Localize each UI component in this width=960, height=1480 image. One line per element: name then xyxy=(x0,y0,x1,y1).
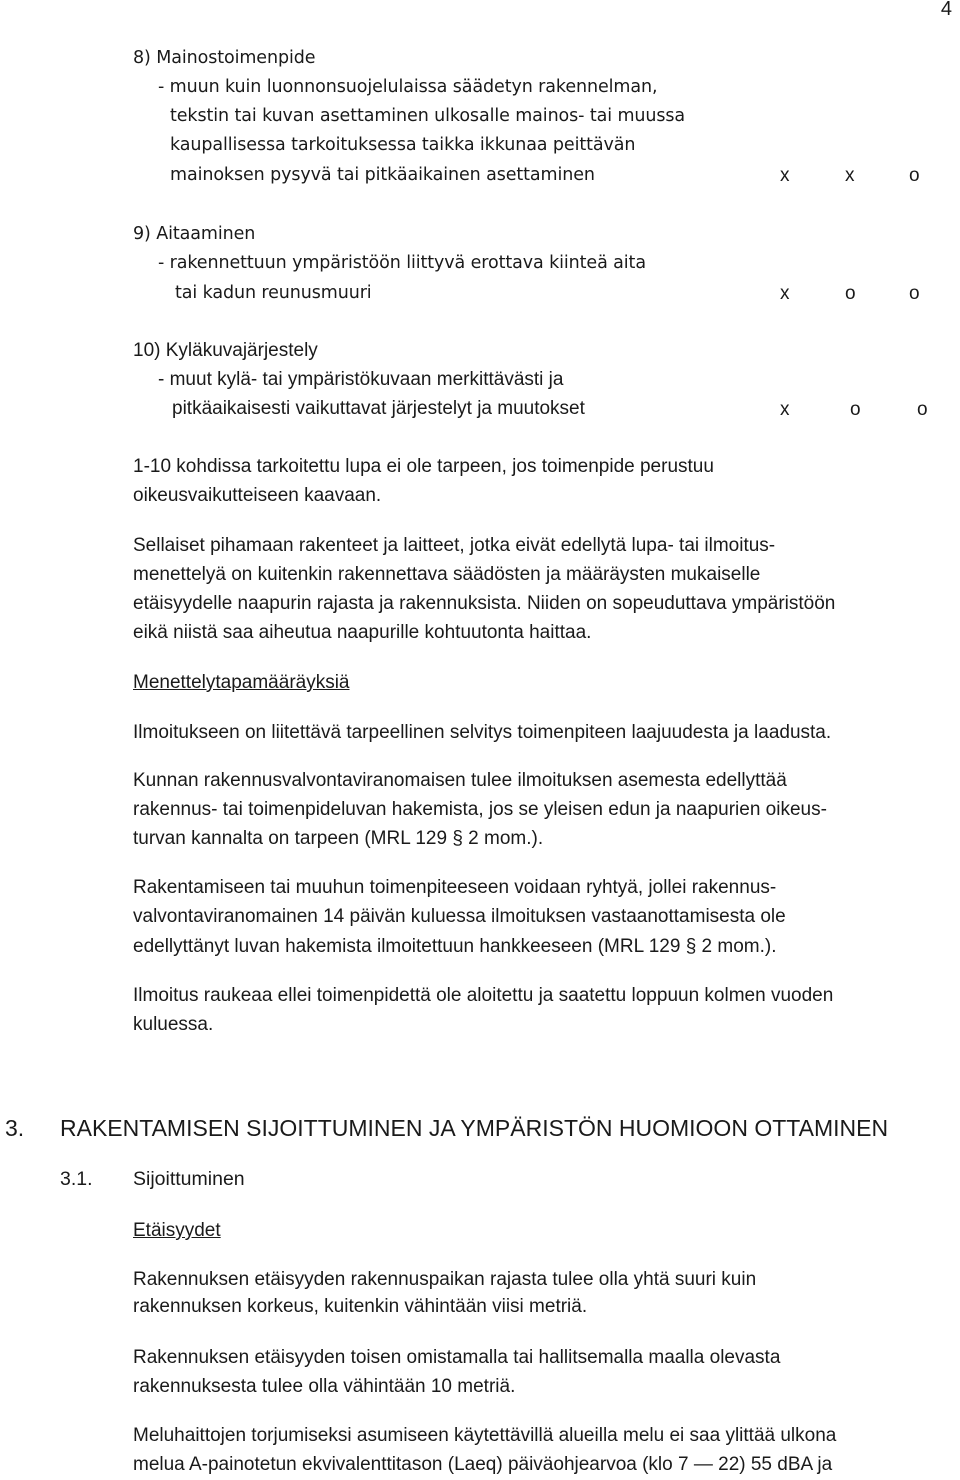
body-line: rakennuksesta tulee olla vähintään 10 metriä. xyxy=(133,1376,516,1397)
body-line: valvontaviranomainen 14 päivän kuluessa ilmoituksen vastaanottamisesta ole xyxy=(133,906,786,927)
item10-mark: o xyxy=(917,399,928,420)
body-line: Sellaiset pihamaan rakenteet ja laitteet, jotka eivät edellytä lupa- tai ilmoitus- xyxy=(133,535,776,556)
body-line: etäisyydelle naapurin rajasta ja rakennuksista. Niiden on sopeuduttava ympäristöön xyxy=(133,593,836,614)
note-line: oikeusvaikutteiseen kaavaan. xyxy=(133,485,382,506)
body-line: Ilmoitus raukeaa ellei toimenpidettä ole aloitettu ja saatettu loppuun kolmen vuoden xyxy=(133,985,834,1006)
body-line: eikä niistä saa aiheutua naapurille kohtuutonta haittaa. xyxy=(133,622,592,643)
body-line: edellyttänyt luvan hakemista ilmoitettuun hankkeeseen (MRL 129 § 2 mom.). xyxy=(133,936,777,957)
item8-line: kaupallisessa tarkoituksessa taikka ikkunaa peittävän xyxy=(170,135,636,155)
item8-title: 8) Mainostoimenpide xyxy=(133,48,316,68)
subsection-number: 3.1. xyxy=(60,1168,93,1190)
item9-mark: o xyxy=(845,283,856,304)
page-number: 4 xyxy=(940,0,952,20)
item9-line: - rakennettuun ympäristöön liittyvä erottava kiinteä aita xyxy=(158,253,646,273)
body-line: Rakennuksen etäisyyden rakennuspaikan rajasta tulee olla yhtä suuri kuin xyxy=(133,1269,757,1290)
item8-mark: o xyxy=(909,165,920,186)
item10-mark: o xyxy=(850,399,861,420)
body-line: Meluhaittojen torjumiseksi asumiseen käytettävillä alueilla melu ei saa ylittää ulkona xyxy=(133,1425,837,1446)
body-line: Ilmoitukseen on liitettävä tarpeellinen selvitys toimenpiteen laajuudesta ja laadusta. xyxy=(133,722,832,743)
item10-line: - muut kylä- tai ympäristökuvaan merkittävästi ja xyxy=(158,369,564,390)
body-line: menettelyä on kuitenkin rakennettava säädösten ja määräysten mukaiselle xyxy=(133,564,761,585)
body-line: kuluessa. xyxy=(133,1014,214,1035)
section-title: RAKENTAMISEN SIJOITTUMINEN JA YMPÄRISTÖN HUOMIOON OTTAMINEN xyxy=(60,1115,889,1141)
body-line: turvan kannalta on tarpeen (MRL 129 § 2 mom.). xyxy=(133,828,544,849)
body-line: Kunnan rakennusvalvontaviranomaisen tulee ilmoituksen asemesta edellyttää xyxy=(133,770,787,791)
item9-mark: o xyxy=(909,283,920,304)
subheading-menettelytapamaarayksia: Menettelytapamääräyksiä xyxy=(133,672,350,693)
subheading-etaisyydet: Etäisyydet xyxy=(133,1220,221,1241)
body-line: rakennus- tai toimenpideluvan hakemista, jos se yleisen edun ja naapurien oikeus- xyxy=(133,799,827,820)
subsection-title: Sijoittuminen xyxy=(133,1168,245,1190)
item10-mark: x xyxy=(780,399,790,420)
section-number: 3. xyxy=(5,1115,25,1141)
item9-title: 9) Aitaaminen xyxy=(133,224,256,244)
item10-title: 10) Kyläkuvajärjestely xyxy=(133,340,318,361)
item8-line: tekstin tai kuvan asettaminen ulkosalle mainos- tai muussa xyxy=(170,106,686,126)
body-line: rakennuksen korkeus, kuitenkin vähintään viisi metriä. xyxy=(133,1296,588,1317)
note-line: 1-10 kohdissa tarkoitettu lupa ei ole tarpeen, jos toimenpide perustuu xyxy=(133,456,714,477)
item9-line: tai kadun reunusmuuri xyxy=(175,283,372,303)
item9-mark: x xyxy=(780,283,790,304)
body-line: Rakennuksen etäisyyden toisen omistamalla tai hallitsemalla maalla olevasta xyxy=(133,1347,781,1368)
item8-mark: x xyxy=(845,165,855,186)
item8-line: - muun kuin luonnonsuojelulaissa säädetyn rakennelman, xyxy=(158,77,658,97)
item10-line: pitkäaikaisesti vaikuttavat järjestelyt ja muutokset xyxy=(172,398,585,419)
item8-line: mainoksen pysyvä tai pitkäaikainen asettaminen xyxy=(170,165,595,185)
body-line: Rakentamiseen tai muuhun toimenpiteeseen voidaan ryhtyä, jollei rakennus- xyxy=(133,877,777,898)
body-line: melua A-painotetun ekvivalenttitason (Laeq) päiväohjearvoa (klo 7 — 22) 55 dBA ja xyxy=(133,1454,833,1475)
item8-mark: x xyxy=(780,165,790,186)
